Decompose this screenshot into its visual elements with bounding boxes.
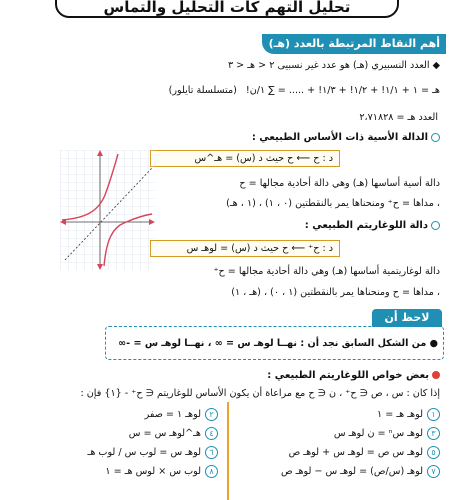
- bullet-dot-icon: ●: [426, 338, 438, 349]
- e-series-label: (متسلسلة تايلور): [168, 85, 237, 96]
- property-item: ١لوهـ هـ = ١: [230, 405, 440, 424]
- number-badge: ١: [427, 408, 440, 421]
- props-heading: بعض خواص اللوغاريتم الطبيعي :: [267, 370, 440, 381]
- number-badge: ٨: [205, 465, 218, 478]
- property-item: ٤هـ^لوهـ س = س: [13, 424, 218, 443]
- exp-log-graph: [60, 150, 155, 270]
- number-badge: ٧: [427, 465, 440, 478]
- exp-definition-box: د : ح ⟵ ح حيث د (س) = هـ^س: [150, 150, 340, 167]
- number-badge: ٤: [205, 427, 218, 440]
- number-badge: ٥: [427, 446, 440, 459]
- property-item: ٦لوهـ س = لوب س / لوب هـ: [13, 443, 218, 462]
- exp-description: دالة أسية أساسها (هـ) وهي دالة أحادية مجالها = ح: [239, 178, 440, 189]
- diamond-icon: ◆: [429, 60, 440, 71]
- e-value: العدد هـ = ٢،٧١٨٢٨: [359, 112, 438, 123]
- property-item: ٥لوهـ س ص = لوهـ س + لوهـ ص: [230, 443, 440, 462]
- number-badge: ٦: [205, 446, 218, 459]
- page-banner: تحليل التهم كات التحليل والتماس: [55, 0, 399, 18]
- number-badge: ٢: [205, 408, 218, 421]
- property-item: ٨لوب س × لوس هـ = ١: [13, 462, 218, 481]
- props-left-column: [13, 405, 218, 481]
- bullet-icon: [431, 221, 440, 230]
- property-item: ٧لوهـ (س/ص) = لوهـ س − لوهـ ص: [230, 462, 440, 481]
- exp-heading: الدالة الأسية ذات الأساس الطبيعي :: [252, 132, 440, 143]
- e-series: هـ = ١ + ١/١! + ١/٢! + ١/٣! + ..... = ∑ ١/ن!: [245, 85, 440, 96]
- note-text: ● من الشكل السابق نجد أن : نهــا لوهـ س = ∞ ، نهــا لوهـ س = -∞: [118, 338, 438, 349]
- exp-range: ، مداها = ح⁺ ومنحناها يمر بالنقطتين (٠ ، ١) ، (١ ، هـ): [226, 198, 440, 209]
- log-definition-box: د : ح⁺ ⟵ ح حيث د (س) = لوهـ س: [150, 240, 340, 257]
- star-bullet-icon: [432, 371, 440, 379]
- section-title: أهم النقاط المرتبطة بالعدد (هـ): [262, 34, 446, 54]
- log-description: دالة لوغاريتمية أساسها (هـ) وهي دالة أحادية مجالها = ح⁺: [213, 266, 440, 277]
- e-series-line: [169, 85, 440, 96]
- log-heading: دالة اللوغاريتم الطبيعي :: [305, 220, 440, 231]
- log-range: ، مداها = ح ومنحناها يمر بالنقطتين (١ ، ٠) ، (هـ ، ١): [231, 287, 440, 298]
- e-intro: ◆ العدد النسبيري (هـ) هو عدد غير نسبيى ٢ < هـ < ٣: [227, 60, 440, 71]
- bullet-icon: [431, 133, 440, 142]
- column-divider: [227, 402, 229, 500]
- props-condition: إذا كان : س ، ص ∈ ح⁺ ، ن ∈ ح مع مراعاة أن يكون الأساس للوغاريتم ∈ ح⁺ - {١} فإن :: [80, 388, 440, 399]
- props-right-column: [230, 405, 440, 481]
- graph-grid: [60, 150, 155, 270]
- property-item: ٣لوهـ سⁿ = ن لوهـ س: [230, 424, 440, 443]
- property-item: ٢لوهـ ١ = صفر: [13, 405, 218, 424]
- number-badge: ٣: [427, 427, 440, 440]
- note-tab: لاحظ أن: [372, 309, 442, 327]
